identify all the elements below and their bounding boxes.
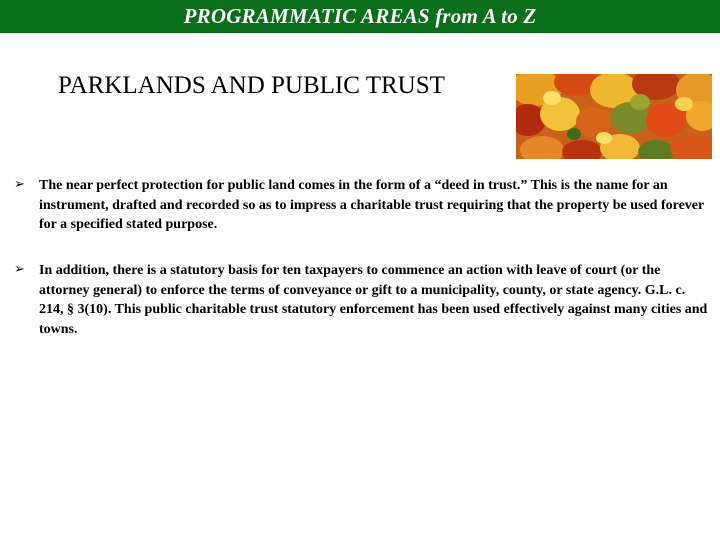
header-banner [0, 0, 720, 33]
bullet-arrow-icon: ➢ [14, 262, 25, 277]
bullet-text: The near perfect protection for public land comes in the form of a “deed in trust.” This is the name for an instrument, drafted and recorded so as to impress a charitable trust requiring that the property be used forever for a specified stated purpose. [39, 178, 704, 232]
autumn-forest-photo [516, 74, 712, 159]
slide-title: PARKLANDS AND PUBLIC TRUST [58, 72, 445, 99]
bullet-arrow-icon: ➢ [14, 177, 25, 192]
bullet-text: In addition, there is a statutory basis for ten taxpayers to commence an action with leave of court (or the attorney general) to enforce the terms of conveyance or gift to a municipality, county, or state agency. G.L. c. 214, § 3(10). This public charitable trust statutory enforcement has been used effectively against many cities and towns. [39, 263, 708, 337]
banner-title: PROGRAMMATIC AREAS from A to Z [183, 4, 537, 28]
